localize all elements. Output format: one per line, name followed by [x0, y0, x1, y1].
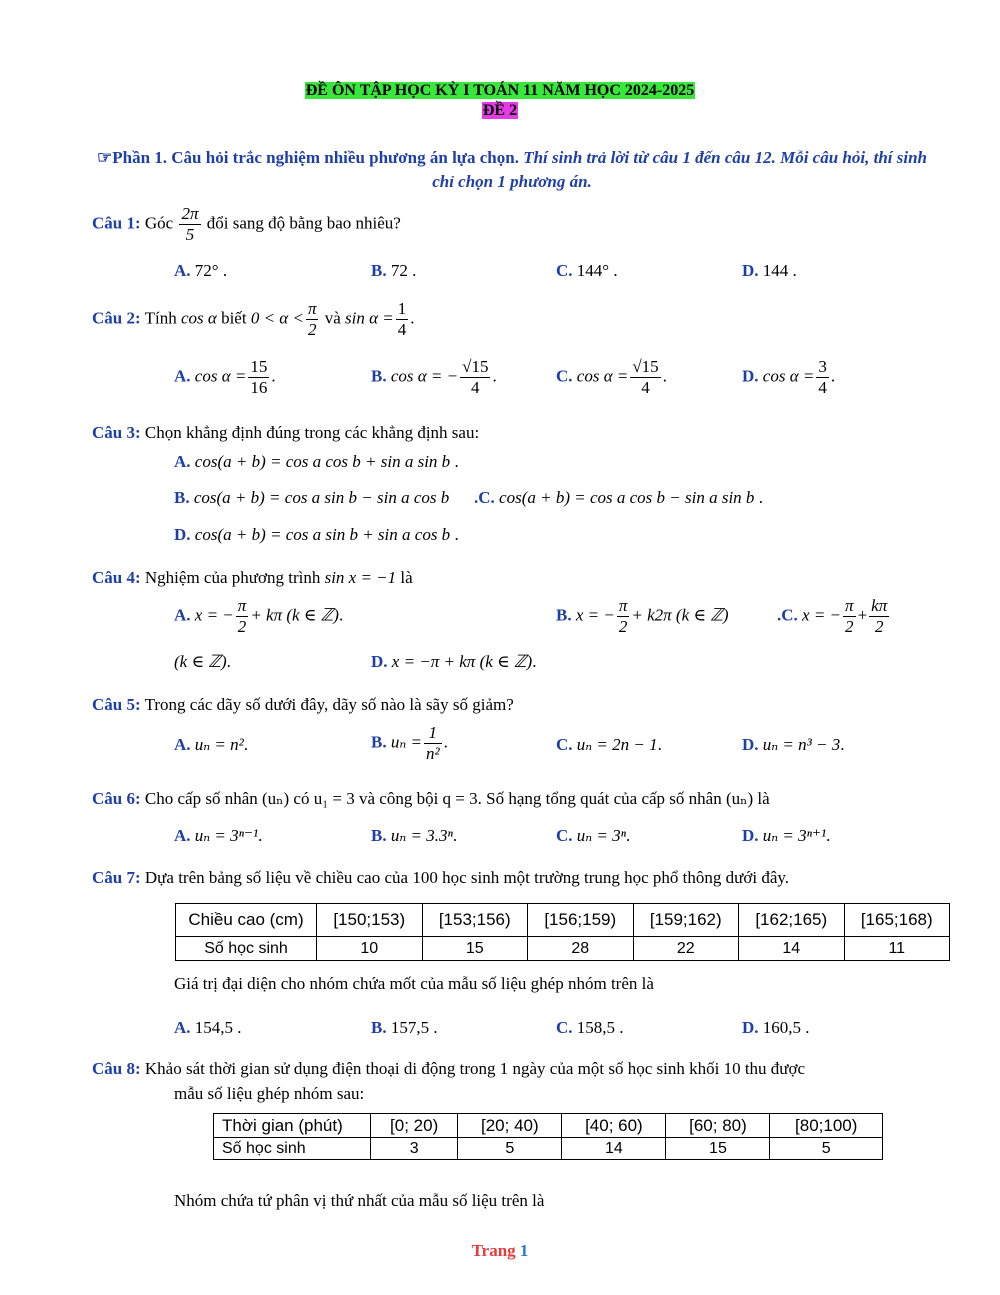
q1-option-d[interactable]: D. 144 .: [742, 261, 797, 280]
table-header-row: Thời gian (phút) [0; 20) [20; 40) [40; 60) [60; 80) [80;100): [214, 1114, 883, 1138]
page-number: Trang 1: [471, 1241, 529, 1260]
q6-option-d[interactable]: D. uₙ = 3ⁿ⁺¹.: [742, 826, 831, 845]
q7-option-a[interactable]: A. 154,5 .: [174, 1018, 242, 1037]
q6-option-a[interactable]: A. uₙ = 3ⁿ⁻¹.: [174, 826, 263, 845]
q1-option-b[interactable]: B. 72 .: [371, 261, 417, 280]
question-4: Câu 4: Nghiệm của phương trình sin x = −1 là: [92, 568, 413, 587]
table-row: Số học sinh 3 5 14 15 5: [214, 1138, 883, 1160]
q2-option-b[interactable]: B. cos α = − $\frac{√15}{4}$ .: [371, 357, 497, 397]
q7-note: Giá trị đại diện cho nhóm chứa mốt của mẫu số liệu ghép nhóm trên là: [174, 974, 654, 993]
page-title: ĐỀ ÔN TẬP HỌC KỲ I TOÁN 11 NĂM HỌC 2024-2025: [305, 82, 695, 99]
q7-option-b[interactable]: B. 157,5 .: [371, 1018, 438, 1037]
question-5: Câu 5: Trong các dãy số dưới đây, dãy số nào là sãy số giảm?: [92, 695, 514, 714]
q3-option-b[interactable]: B. cos(a + b) = cos a sin b − sin a cos b: [174, 488, 450, 507]
question-2: Câu 2: Tính cos α biết 0 < α < $\frac{\pi}{2}$ và sin α = $\frac{1}{4}$ .: [92, 299, 415, 339]
q2-option-d[interactable]: D. cos α = $\frac{3}{4}$ .: [742, 357, 836, 397]
q1-option-c[interactable]: C. 144° .: [556, 261, 618, 280]
phone-usage-table: [213, 1113, 883, 1160]
q4-option-c[interactable]: .C. x = − $\frac{\pi}{2}$ + $\frac{k\pi}{2}$: [777, 596, 888, 636]
part-1-heading: ☞Phần 1. Câu hỏi trắc nghiệm nhiều phương án lựa chọn. Thí sinh trả lời từ câu 1 đến câu 12. Mỗi câu hỏi, thí sinh chỉ chọn 1 phương án.: [96, 148, 928, 191]
q5-option-d[interactable]: D. uₙ = n³ − 3.: [742, 735, 845, 754]
q7-option-d[interactable]: D. 160,5 .: [742, 1018, 810, 1037]
q2-option-c[interactable]: C. cos α = $\frac{√15}{4}$ .: [556, 357, 667, 397]
q4-option-a[interactable]: A. x = − $\frac{\pi}{2}$ + kπ (k ∈ ℤ).: [174, 596, 344, 636]
exam-number: ĐỀ 2: [482, 102, 518, 119]
q2-option-a[interactable]: A. cos α = $\frac{15}{16}$ .: [174, 357, 276, 397]
table-header-row: Chiều cao (cm) [150;153) [153;156) [156;159) [159;162) [162;165) [165;168): [176, 904, 950, 937]
question-8: Câu 8: Khảo sát thời gian sử dụng điện thoại di động trong 1 ngày của một số học sinh khối 10 thu được: [92, 1059, 806, 1078]
q4-option-c-continued: (k ∈ ℤ).: [174, 652, 231, 671]
q5-option-a[interactable]: A. uₙ = n².: [174, 735, 248, 754]
question-1: Câu 1: Góc $\frac{2\pi}{5}$ đổi sang độ bằng bao nhiêu?: [92, 204, 401, 244]
table-row: Số học sinh 10 15 28 22 14 11: [176, 937, 950, 961]
q6-option-c[interactable]: C. uₙ = 3ⁿ.: [556, 826, 631, 845]
q3-option-a[interactable]: A. cos(a + b) = cos a cos b + sin a sin b .: [174, 452, 459, 471]
q1-option-a[interactable]: A. 72° .: [174, 261, 228, 280]
q3-option-c[interactable]: .C. cos(a + b) = cos a cos b − sin a sin b .: [474, 488, 763, 507]
question-7: Câu 7: Dựa trên bảng số liệu về chiều cao của 100 học sinh một trường trung học phổ thông dưới đây.: [92, 868, 790, 887]
question-8-continued: mẫu số liệu ghép nhóm sau:: [174, 1084, 365, 1103]
question-3: Câu 3: Chọn khẳng định đúng trong các khẳng định sau:: [92, 423, 480, 442]
q4-option-d[interactable]: D. x = −π + kπ (k ∈ ℤ).: [371, 652, 537, 671]
q3-option-d[interactable]: D. cos(a + b) = cos a sin b + sin a cos b .: [174, 525, 459, 544]
height-table: [175, 903, 950, 961]
question-6: Câu 6: Cho cấp số nhân (uₙ) có u₁ = 3 và công bội q = 3. Số hạng tổng quát của cấp số nhân (uₙ) là: [92, 789, 770, 808]
q8-note: Nhóm chứa tứ phân vị thứ nhất của mẫu số liệu trên là: [174, 1191, 545, 1210]
q5-option-b[interactable]: B. uₙ = $\frac{1}{\text{n²}}$ .: [371, 723, 448, 763]
q5-option-c[interactable]: C. uₙ = 2n − 1.: [556, 735, 662, 754]
q4-option-b[interactable]: B. x = − $\frac{\pi}{2}$ + k2π (k ∈ ℤ): [556, 596, 729, 636]
q6-option-b[interactable]: B. uₙ = 3.3ⁿ.: [371, 826, 458, 845]
q7-option-c[interactable]: C. 158,5 .: [556, 1018, 624, 1037]
